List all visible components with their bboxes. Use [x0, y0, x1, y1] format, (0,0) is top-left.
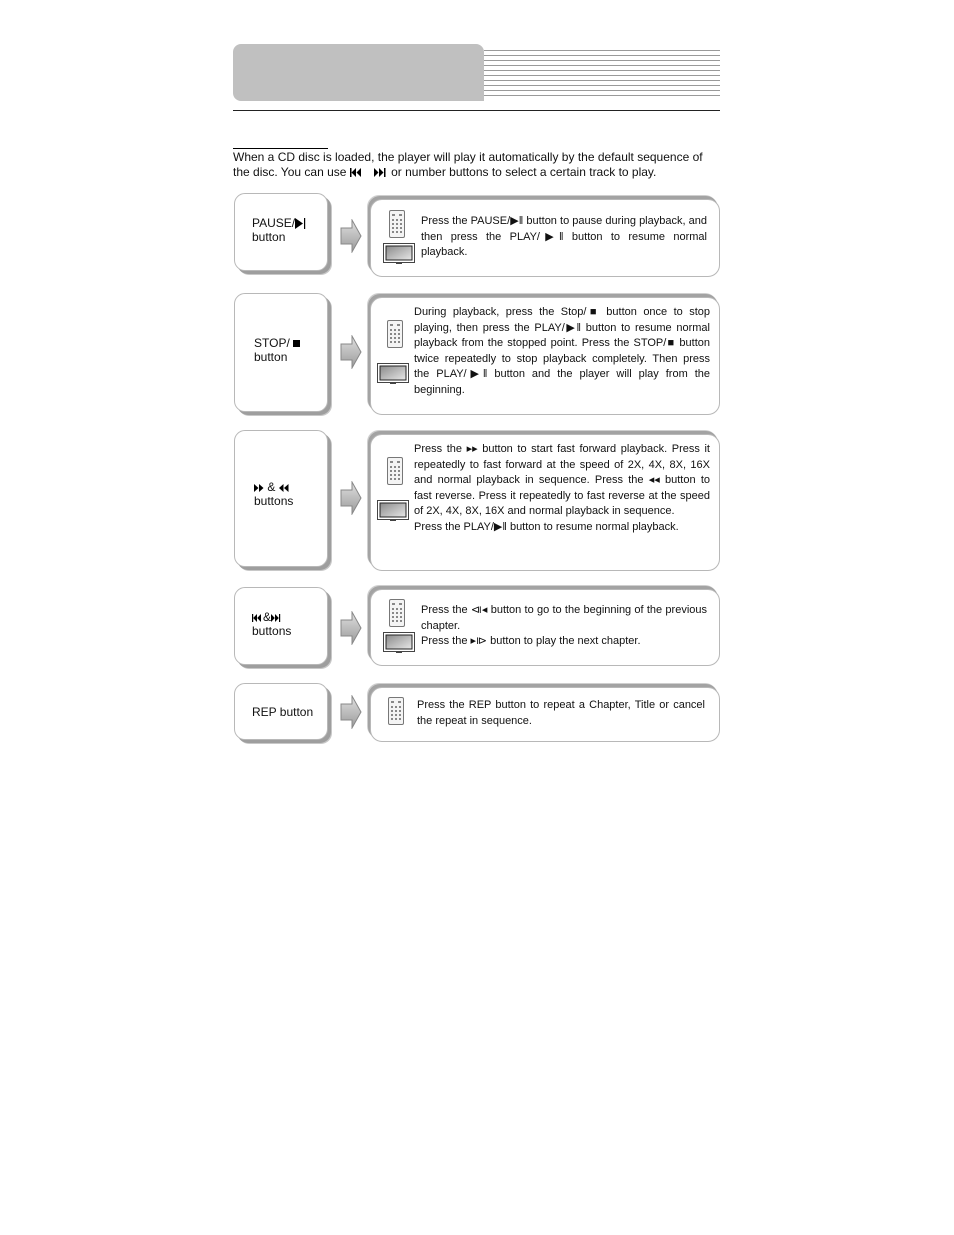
next-icon: [374, 168, 388, 177]
prev-next-label: & buttons: [252, 610, 292, 638]
dvd-player-icon: [383, 243, 415, 265]
pause-label-box: [234, 193, 328, 271]
prev-icon: [350, 168, 364, 177]
rep-description-box: [370, 687, 720, 742]
rep-description: Press the REP button to repeat a Chapter, Title or cancel the repeat in sequence.: [417, 699, 705, 727]
pause-description-box: [370, 199, 720, 277]
remote-control-icon: [388, 696, 404, 726]
rep-label: REP button: [252, 705, 314, 719]
prev-next-description: Press the ⧏◂ button to go to the beginning of the previous chapter. Press the ▸⧐ button to play the next chapter.: [421, 604, 707, 648]
pause-description: Press the PAUSE/▶‖ button to pause during playback, and then press the PLAY/▶‖ button to resume normal playback.: [421, 215, 707, 259]
intro-paragraph: [233, 150, 721, 180]
arrow-icon: [340, 695, 362, 729]
prev-next-label-box: [234, 587, 328, 665]
ff-rew-label: & buttons: [254, 480, 294, 508]
fast-forward-icon: [254, 484, 264, 492]
next-icon: [271, 614, 282, 622]
intro-underline: [233, 148, 328, 149]
remote-control-icon: [387, 320, 403, 348]
intro-line-1: When a CD disc is loaded, the player will play it automatically by the default sequence of: [233, 150, 703, 164]
remote-control-icon: [389, 210, 405, 238]
header-rule: [233, 110, 720, 111]
play-pause-icon: [295, 218, 307, 229]
prev-next-description-box: [370, 589, 720, 666]
intro-line-2: the disc. You can use or number buttons to select a certain track to play.: [233, 165, 657, 179]
prev-icon: [252, 614, 263, 622]
stop-description-box: [370, 297, 720, 415]
remote-control-icon: [387, 457, 403, 485]
header-tab: [233, 44, 484, 101]
stop-icon: [290, 339, 302, 348]
stop-description: During playback, press the Stop/■ button once to stop playing, then press the PLAY/▶‖ button to resume normal playback from the stopped point. Press the STOP/■ button twice repeatedly to stop playback completely. Then press the PLAY/▶‖ button and the player will play from the beginning.: [414, 306, 710, 396]
pause-label: PAUSE/ button: [252, 216, 307, 244]
rep-label-box: [234, 683, 328, 740]
remote-control-icon: [389, 599, 405, 627]
stop-label: STOP/ button: [254, 336, 302, 364]
fast-reverse-icon: [279, 484, 289, 492]
arrow-icon: [340, 335, 362, 369]
header-lines: [484, 50, 720, 98]
dvd-player-icon: [377, 500, 409, 522]
dvd-player-icon: [383, 632, 415, 654]
arrow-icon: [340, 611, 362, 645]
arrow-icon: [340, 481, 362, 515]
ff-rew-description-box: [370, 434, 720, 571]
dvd-player-icon: [377, 363, 409, 385]
stop-label-box: [234, 293, 328, 412]
ff-rew-description: Press the ▸▸ button to start fast forward playback. Press it repeatedly to fast forward at the speed of 2X, 4X, 8X, 16X and normal playback in sequence. Press the ◂◂ button to fast reverse. Press it repeatedly to fast reverse at the speed of 2X, 4X, 8X, 16X and normal playback in sequence. Press the PLAY/▶‖ button to resume normal playback.: [414, 443, 710, 533]
arrow-icon: [340, 219, 362, 253]
ff-rew-label-box: [234, 430, 328, 567]
